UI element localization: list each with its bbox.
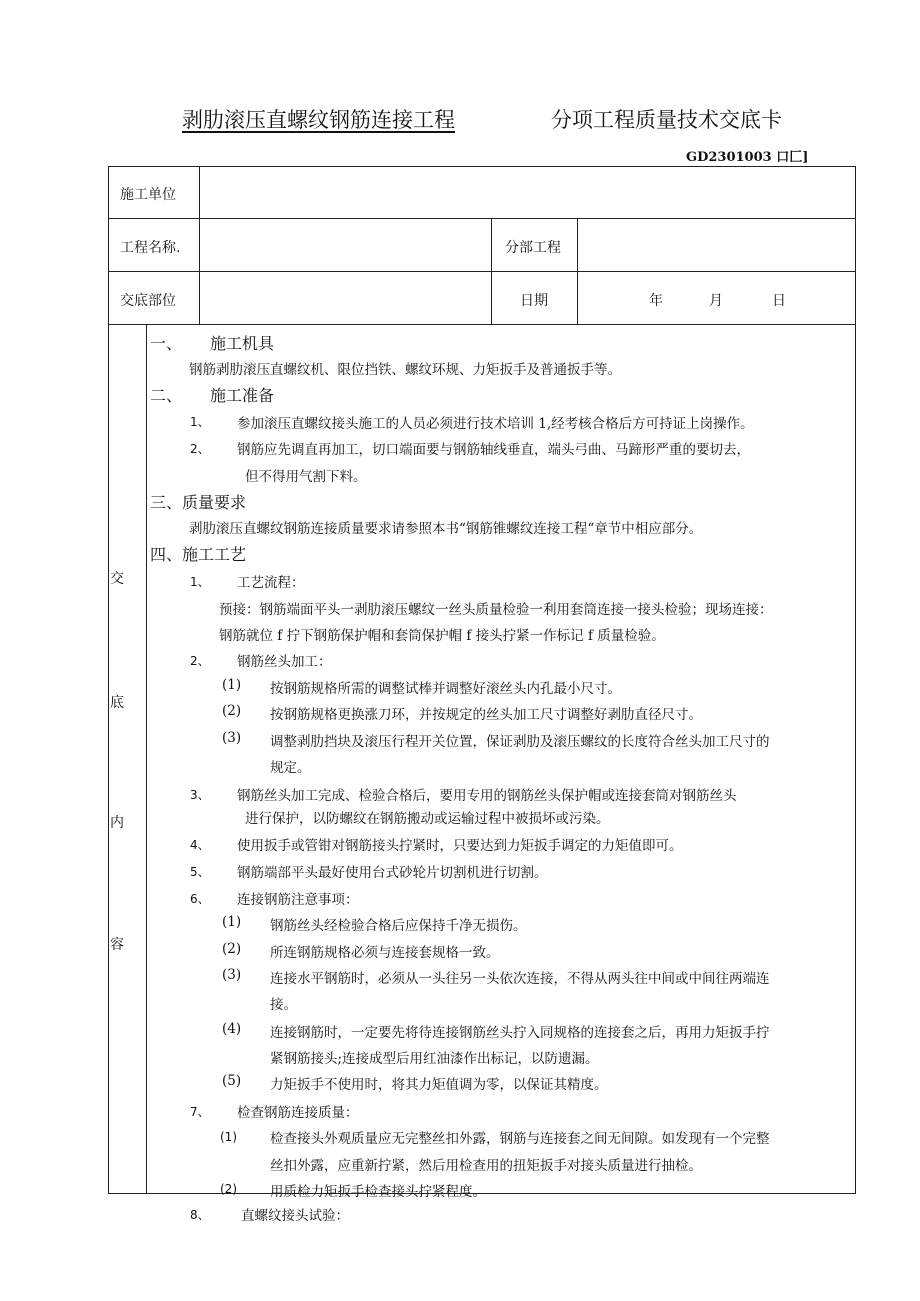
location-field[interactable] [204,277,486,317]
subitem-text: 接。 [270,997,297,1013]
subitem-number: (1) [222,677,242,693]
section-text: 剥肋滚压直螺纹钢筋连接质量要求请参照本书“钢筋锥螺纹连接工程“章节中相应部分。 [189,521,703,537]
item-number: 8、 [190,1208,210,1222]
subitem-number: (3) [222,967,242,983]
subitem-number: (2) [222,703,242,719]
subitem-number: (2) [222,941,242,957]
side-label-char: 底 [110,695,124,711]
item-text: 但不得用气割下料。 [245,469,367,485]
side-label-char: 容 [110,937,124,953]
item-number: 2、 [190,654,210,668]
subitem-number: (1) [220,1130,237,1144]
item-text: 参加滚压直螺纹接头施工的人员必须进行技术培训 1,经考核合格后方可持证上岗操作。 [237,416,754,432]
item-number: 4、 [190,838,210,852]
item-text: 工艺流程： [237,575,305,591]
section-number: 一、 [150,334,183,353]
item-text: 直螺纹接头试验： [241,1208,349,1224]
item-number: 2、 [190,442,210,456]
item-text: 钢筋丝头加工完成、检验合格后，要用专用的钢筋丝头保护帽或连接套筒对钢筋丝头 [237,788,737,804]
subitem-text: 钢筋丝头经检验合格后应保持千净无损伤。 [270,918,527,934]
subitem-text: 调整剥肋挡块及滚压行程开关位置，保证剥肋及滚压螺纹的长度符合丝头加工尺寸的 [270,734,770,750]
section-title: 四、施工工艺 [150,545,247,564]
subitem-number: (2) [220,1182,237,1196]
document-subtitle: 分项工程质量技术交底卡 [551,108,782,132]
date-year: 年 [649,293,663,309]
unit-label: 施工单位 [120,187,176,203]
unit-field[interactable] [204,172,850,212]
subitem-text: 用质检力矩扳手检查接头拧紧程度。 [270,1184,486,1200]
subitem-text: 按钢筋规格更换涨刀环，并按规定的丝头加工尺寸调整好剥肋直径尺寸。 [270,707,702,723]
subitem-text: 紧钢筋接头;连接成型后用红油漆作出标记，以防遗漏。 [270,1051,599,1067]
subitem-number: (4) [222,1021,242,1037]
date-label: 日期 [520,293,548,309]
item-number: 1、 [190,575,210,589]
subitem-number: (1) [222,914,242,930]
document-code: GD2301003 口匚] [686,150,809,165]
item-text: 预接：钢筋端面平头一剥肋滚压螺纹一丝头质量检验一利用套筒连接一接头检验；现场连接： [219,602,773,618]
project-name-field[interactable] [204,224,486,264]
item-number: 5、 [190,865,210,879]
subitem-text: 检查接头外观质量应无完整丝扣外露，钢筋与连接套之间无间隙。如发现有一个完整 [270,1131,770,1147]
subitem-text: 按钢筋规格所需的调整试棒并调整好滚丝头内孔最小尺寸。 [270,681,621,697]
date-day: 日 [772,293,786,309]
location-label: 交底部位 [120,293,176,309]
subitem-text: 丝扣外露，应重新拧紧，然后用检查用的扭矩扳手对接头质量进行抽检。 [270,1158,702,1174]
section-title: 施工机具 [210,334,275,353]
item-number: 3、 [190,788,210,802]
section-title: 三、质量要求 [150,493,247,512]
item-number: 1、 [190,415,210,429]
side-label-char: 内 [110,815,124,831]
section-title: 施工准备 [210,386,275,405]
subitem-text: 所连钢筋规格必须与连接套规格一致。 [270,945,500,961]
date-month: 月 [709,293,723,309]
sub-project-field[interactable] [582,224,850,264]
item-number: 6、 [190,892,210,906]
item-text: 连接钢筋注意事项： [237,892,359,908]
sub-project-label: 分部工程 [505,240,561,256]
subitem-text: 规定。 [270,760,311,776]
side-label-char: 交 [110,571,124,587]
section-text: 钢筋剥肋滚压直螺纹机、限位挡铁、螺纹环规、力矩扳手及普通扳手等。 [189,362,621,378]
item-text: 钢筋应先调直再加工，切口端面要与钢筋轴线垂直，端头弓曲、马蹄形严重的要切去， [237,442,750,458]
item-number: 7、 [190,1105,210,1119]
item-text: 钢筋端部平头最好使用台式砂轮片切割机进行切割。 [237,865,548,881]
item-text: 检查钢筋连接质量： [237,1105,359,1121]
project-name-label: 工程名称. [120,240,181,256]
subitem-text: 连接钢筋时，一定要先将待连接钢筋丝头拧入同规格的连接套之后，再用力矩扳手拧 [270,1025,770,1041]
item-text: 进行保护，以防螺纹在钢筋搬动或运输过程中被损坏或污染。 [245,811,610,827]
subitem-text: 力矩扳手不使用时，将其力矩值调为零，以保证其精度。 [270,1077,608,1093]
subitem-number: (3) [222,730,242,746]
document-title: 剥肋滚压直螺纹钢筋连接工程 [182,108,455,132]
subitem-text: 连接水平钢筋时，必须从一头往另一头依次连接，不得从两头往中间或中间往两端连 [270,971,770,987]
item-text: 钢筋就位 f 拧下钢筋保护帽和套筒保护帽 f 接头拧紧一作标记 f 质量检验。 [219,628,665,644]
item-text: 使用扳手或管钳对钢筋接头拧紧时，只要达到力矩扳手调定的力矩值即可。 [237,838,683,854]
item-text: 钢筋丝头加工： [237,654,332,670]
section-number: 二、 [150,386,183,405]
subitem-number: (5) [222,1073,242,1089]
